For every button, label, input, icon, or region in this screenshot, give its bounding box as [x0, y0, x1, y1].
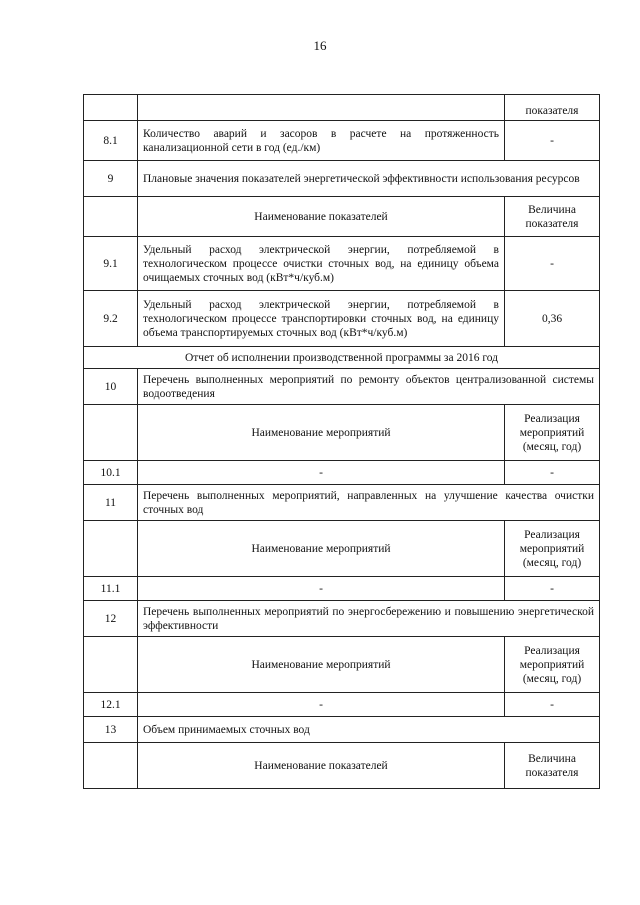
item-name: - [138, 577, 505, 601]
header-cell [138, 95, 505, 121]
table-row [84, 405, 600, 461]
item-name: Количество аварий и засоров в расчете на протяженность канализационной сети в год (ед./км) [138, 121, 505, 161]
table-row [84, 369, 600, 405]
table-row [84, 637, 600, 693]
table-row [84, 121, 600, 161]
row-number [84, 95, 138, 121]
row-number: 11.1 [84, 577, 138, 601]
value-header: Величина показателя [505, 197, 600, 237]
table-row [84, 485, 600, 521]
report-heading: Отчет об исполнении производственной программы за 2016 год [84, 347, 600, 369]
table-row [84, 161, 600, 197]
table-row [84, 743, 600, 789]
table-row [84, 521, 600, 577]
item-value: - [505, 461, 600, 485]
section-title: Перечень выполненных мероприятий по ремонту объектов централизованной системы водоотведения [138, 369, 600, 405]
row-number: 13 [84, 717, 138, 743]
item-name: - [138, 461, 505, 485]
item-value: - [505, 237, 600, 291]
column-header: Наименование показателей [138, 197, 505, 237]
section-title: Объем принимаемых сточных вод [138, 717, 600, 743]
value-header: показателя [505, 95, 600, 121]
item-name: Удельный расход электрической энергии, потребляемой в технологическом процессе очистки сточных вод, на единицу объема очищаемых сточных вод (кВт*ч/куб.м) [138, 237, 505, 291]
row-number: 8.1 [84, 121, 138, 161]
table-row [84, 291, 600, 347]
item-value: - [505, 121, 600, 161]
row-number [84, 521, 138, 577]
item-value: - [505, 577, 600, 601]
table-row [84, 577, 600, 601]
table-row [84, 95, 600, 121]
table-row [84, 237, 600, 291]
row-number: 9.2 [84, 291, 138, 347]
section-title: Перечень выполненных мероприятий по энергосбережению и повышению энергетической эффективности [138, 601, 600, 637]
column-header: Наименование мероприятий [138, 637, 505, 693]
row-number [84, 405, 138, 461]
row-number [84, 743, 138, 789]
section-title: Плановые значения показателей энергетической эффективности использования ресурсов [138, 161, 600, 197]
row-number: 10 [84, 369, 138, 405]
page-number: 16 [313, 38, 327, 53]
value-header: Реализация мероприятий (месяц, год) [505, 405, 600, 461]
value-header: Величина показателя [505, 743, 600, 789]
item-name: - [138, 693, 505, 717]
value-header: Реализация мероприятий (месяц, год) [505, 637, 600, 693]
row-number: 10.1 [84, 461, 138, 485]
row-number: 9 [84, 161, 138, 197]
item-name: Удельный расход электрической энергии, потребляемой в технологическом процессе транспортировки сточных вод, на единицу объема транспортируемых сточных вод (кВт*ч/куб.м) [138, 291, 505, 347]
row-number: 11 [84, 485, 138, 521]
row-number: 12 [84, 601, 138, 637]
item-value: 0,36 [505, 291, 600, 347]
section-title: Перечень выполненных мероприятий, направленных на улучшение качества очистки сточных вод [138, 485, 600, 521]
row-number: 9.1 [84, 237, 138, 291]
value-header: Реализация мероприятий (месяц, год) [505, 521, 600, 577]
column-header: Наименование показателей [138, 743, 505, 789]
table-row [84, 717, 600, 743]
table-row [84, 461, 600, 485]
row-number [84, 637, 138, 693]
table-row [84, 601, 600, 637]
item-value: - [505, 693, 600, 717]
column-header: Наименование мероприятий [138, 405, 505, 461]
row-number [84, 197, 138, 237]
column-header: Наименование мероприятий [138, 521, 505, 577]
row-number: 12.1 [84, 693, 138, 717]
program-table [83, 94, 600, 789]
table-row [84, 693, 600, 717]
table-row [84, 197, 600, 237]
table-row [84, 347, 600, 369]
